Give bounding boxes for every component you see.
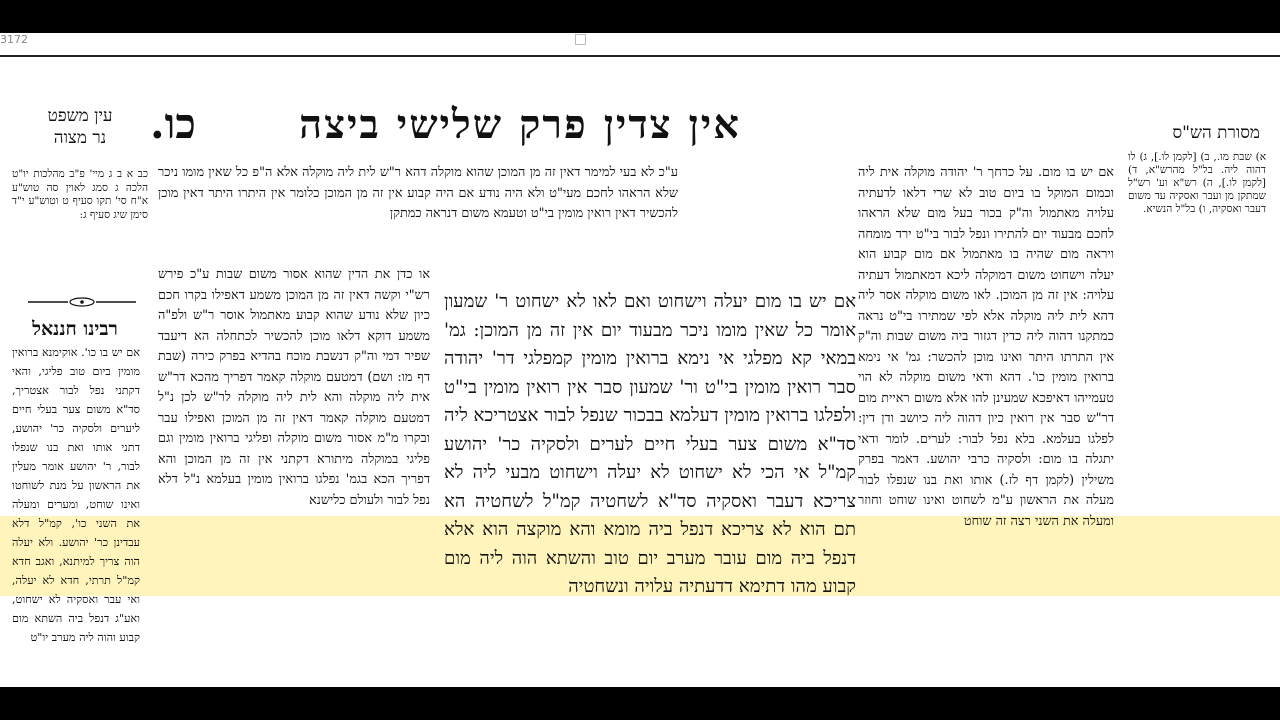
rabbeinu-chananel-column xyxy=(12,343,140,687)
rashi-column xyxy=(858,163,1114,687)
tosafot-top-block xyxy=(158,163,678,265)
tosafot-text: או כדן את הדין שהוא אסור משום שבות ע"כ פירש רש"י וקשה דאין זה מן המוכן משמע דאפילו בקרו חכם כיון שלא נודע שהוא קבוע מאתמול אוסר ר"ש ולפ"ה משמע דוקא דלאו מוכן להכשיר לכתחלה הא דיעבד שפיר דמי וה"ק דנשבת מוכח בהדיא בפרק כירה (שבת דף מו: ושם) דמטעם מוקלה קאמר דפריך מהכא דר"ש אית ליה מוקלה והא לית ליה מוקלה לר"ש לכן נ"ל דמטעם מוקלה קאמר דאין זה מן המוכן ואפילו עבר ובקרו מ"מ אסור משום מוקלה ופליגי ברואין מומין וגם פליגי במוקלה מיתורא דקתני אין זה מן המוכן והא דפריך הכא בגמ' נפלגו ברואין מומין בעלמא נ"ל דלא נפל לבור ולעולם כלישנא xyxy=(158,267,430,508)
gemara-text: אם יש בו מום יעלה וישחוט ואם לאו לא ישחוט ר' שמעון אומר כל שאין מומו ניכר מבעוד יום אין זה מן המוכן: גמ' במאי קא מפלגי אי נימא ברואין מומין קמפלגי דר' יהודה סבר רואין מומין בי"ט ור' שמעון סבר אין רואין מומין בי"ט ולפלגו ברואין מומין דעלמא בבכור שנפל לבור אצטריכא ליה סד"א משום צער בעלי חיים לערים ולסקיה כר' יהושע קמ"ל אי הכי לא ישחוט לא יעלה וישחוט מבעי ליה לא צריכא דעבר ואסקיה סד"א לשחטיה קמ"ל לשחטיה הא תם הוא לא צריכא דנפל ביה מומא והא מוקצה הוא אלא דנפל ביה מום עובר מערב יום טוב והשתא הוה ליה מום קבוע מהו דתימא דדעתיה עלויה ונשחטיה xyxy=(444,291,856,597)
ein-mishpat-column xyxy=(12,168,148,288)
rabbeinu-chananel-heading: רבינו חננאל xyxy=(32,318,118,340)
ornament-divider-icon xyxy=(28,297,136,307)
top-black-bar xyxy=(0,0,1280,33)
page-number: 3172 xyxy=(0,33,28,46)
bottom-black-bar xyxy=(0,687,1280,720)
rabbeinu-chananel-text: אם יש בו כו'. אוקימנא ברואין מומין ביום טוב פליגי, והאי דקתני נפל לבור אצטריך, סד"א משום צער בעלי חיים ליערים ולסקיה כר' יהושע, דתני אותו ואת בנו שנפלו לבור, ר' יהושע אומר מעלין את הראשון על מנת לשוחטו ואינו שוחט, ומערים ומעלה את השני כו', קמ"ל דלא עבדינן כר' יהושע. ולא יעלה הוה צריך למיתנא, ואגב חדא קמ"ל תרתי, חדא לא יעלה, ואי עבר ואסקיה לא ישחוט, ואע"ג דנפל ביה השתא מום קבוע והוה ליה מערב יו"ט xyxy=(12,346,140,644)
ein-mishpat-text: כב א ב ג מיי' פ"ב מהלכות יו"ט הלכה ג סמג לאוין סה טוש"ע א"ח סי' תקו סעיף ט וטוש"ע י"ד סימן שיג סעיף ג: xyxy=(12,168,148,221)
daf-number: כו. xyxy=(150,99,196,148)
tosafot-top-text: ע"כ לא בעי למימר דאין זה מן המוכן שהוא מוקלה דהא ר"ש לית ליה מוקלה אלא ה"פ כל שאין מומו ניכר שלא הראהו לחכם מעי"ט ולא היה נודע אם היה קבוע אין זה מן המוכן כלומר אין היתרו היתר דאין מוכן להכשיר דאין רואין מומין בי"ט וטעמא משום דנראה כמתקן xyxy=(158,165,678,221)
ein-mishpat-heading: עין משפט נר מצוה xyxy=(47,106,113,148)
masoret-text: א) שבת מו., ב) [לקמן לו.], ג) לו דהוה ליה. בל"ל מהרש"א, ד) [לקמן לו.], ה) רש"א וע' רש"ל שמתקן מן ועבר ואסקיה עד משום דעבר ואסקיה, ו) בל"ל הנשיא. xyxy=(1128,151,1266,215)
talmud-page xyxy=(0,33,1280,687)
masoret-hashas-heading: מסורת הש"ס xyxy=(1172,123,1260,143)
top-rule xyxy=(0,55,1280,57)
rashi-text: אם יש בו מום. על כרחך ר' יהודה מוקלה אית ליה וכמום המוקל בו ביום טוב לא שרי דלאו לדעתיה עלויה מאתמול וה"ק בכור בעל מום שלא הראהו לחכם מבעוד יום להתירו ונפל לבור בי"ט ירד מומחה ויראה מום שהיה בו מאתמול אם מום קבוע הוא יעלה וישחוט משום דמוקלה ליכא דמאתמול דעתיה עלויה: אין זה מן המוכן. לאו משום מוקלה אסר ליה דהא לית ליה מוקלה אלא לפי שמתירו בי"ט נראה כמתקנו דהוה ליה כדין דגזור ביה משום שבות וה"ק אין התרתו היתר ואינו מוכן להכשר: גמ' אי נימא ברואין מומין כו'. דהא ודאי משום מוקלה לא הוי טעמייהו דאיפכא שמעינן להו אלא משום ראיית מום דר"ש סבר אין רואין כיון דהוה ליה כיושב ודן דין: לפלגו בעלמא. בלא נפל לבור: לערים. לומר ודאי יתגלה בו מום: ולסקיה כרבי יהושע. דאמר בפרק משילין (לקמן דף לז.) אותו ואת בנו שנפלו לבור מעלה את הראשון ע"מ לשחוט ואינו שוחט וחוזר ומעלה את השני רצה זה שוחט xyxy=(858,165,1114,529)
page-handle-icon xyxy=(575,34,586,45)
gemara-column xyxy=(444,288,856,687)
masoret-column xyxy=(1128,151,1266,291)
chapter-title: אין צדין פרק שלישי ביצה xyxy=(299,101,741,148)
tosafot-column xyxy=(158,265,430,687)
